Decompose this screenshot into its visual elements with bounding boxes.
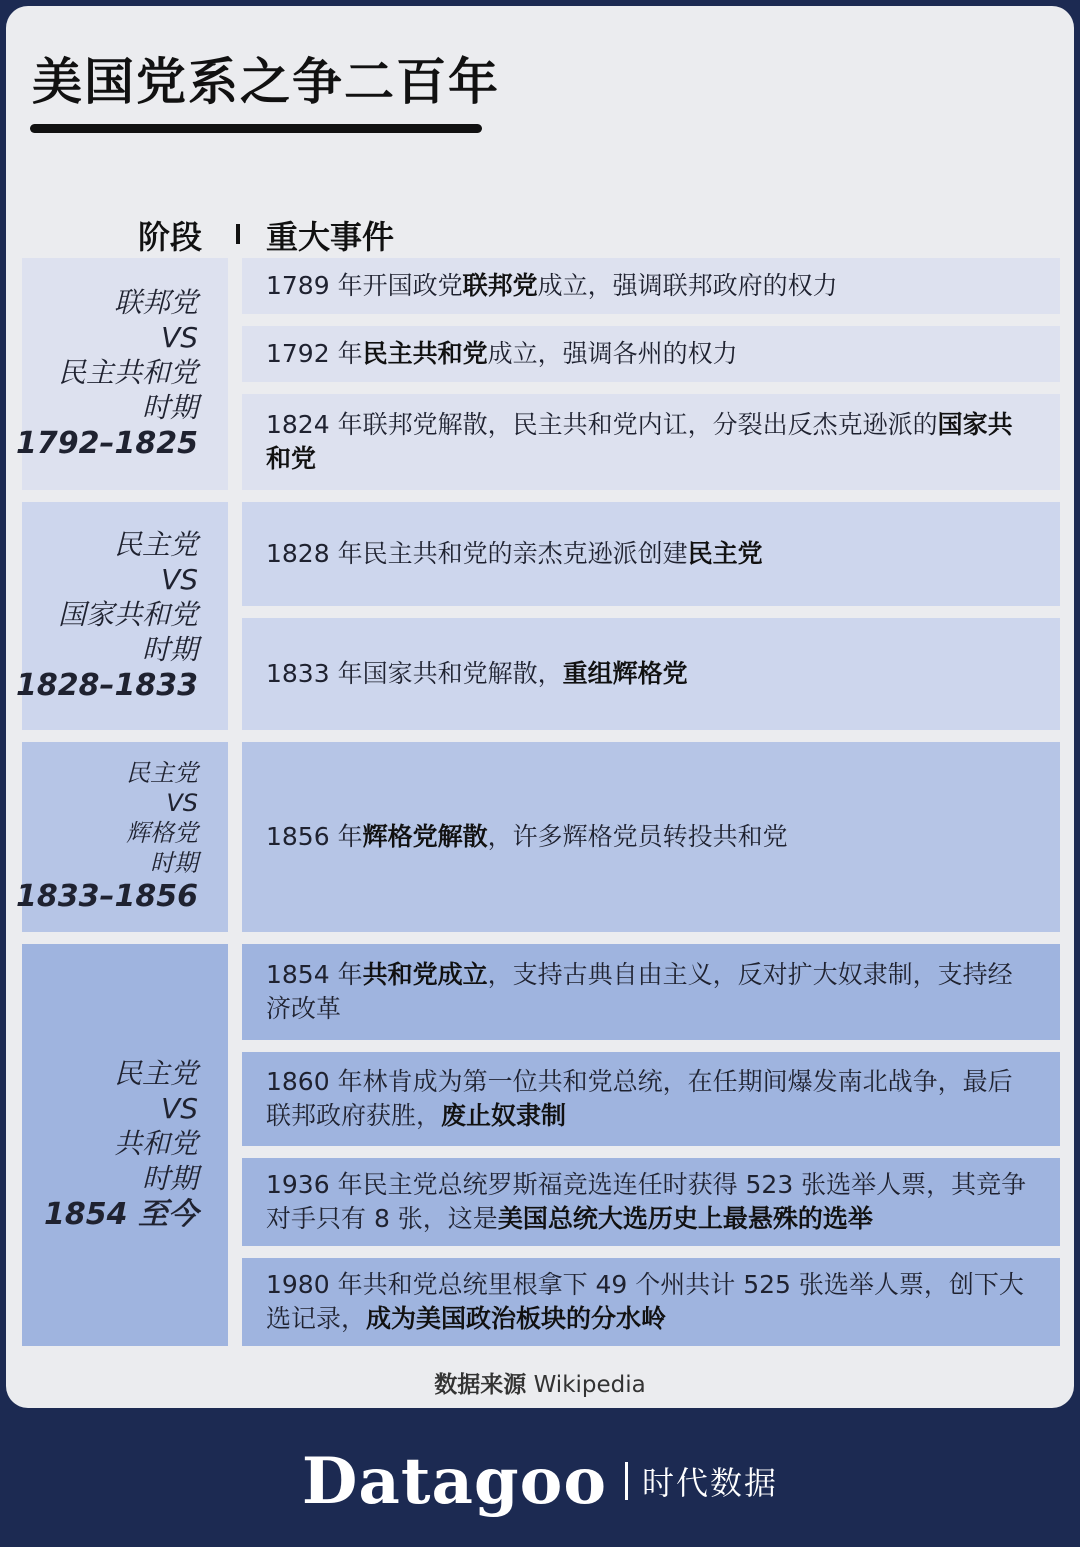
period-cell [16, 502, 228, 730]
period-label: 共和党 [113, 1127, 198, 1160]
event-text [266, 537, 763, 571]
event-text-segment: 1828 年民主共和党的亲杰克逊派创建 [266, 539, 688, 568]
event-row [242, 258, 1060, 314]
event-text-segment: 1856 年 [266, 822, 363, 851]
event-text-segment: 成立，强调各州的权力 [487, 339, 738, 368]
period-label: 国家共和党 [57, 598, 198, 631]
event-row [242, 394, 1060, 490]
event-text-segment: 1980 年共和党总统里根拿下 49 个州共计 525 张选举人票，创下大选记录， [266, 1270, 1024, 1333]
event-row [242, 742, 1060, 932]
period-label: 民主党 [113, 1057, 198, 1090]
event-text-emphasis: 共和党成立 [362, 960, 488, 989]
period-cell [22, 944, 228, 1346]
data-source [6, 1366, 1074, 1399]
event-text-segment: 1936 年民主党总统罗斯福竞选连任时获得 523 张选举人票，其竞争对手只有 8 张，这是 [266, 1170, 1027, 1233]
event-row [242, 1158, 1060, 1246]
period-label: 民主党 [113, 528, 198, 561]
period-label: VS [161, 321, 198, 354]
event-text-segment: ，支持古典自由主义，反对扩大奴隶制，支持经济改革 [266, 960, 1013, 1023]
event-row [242, 618, 1060, 730]
event-text [266, 657, 688, 691]
event-text-emphasis: 成为美国政治板块的分水岭 [366, 1304, 667, 1333]
event-row [242, 502, 1060, 606]
column-header-events: 重大事件 [266, 218, 395, 256]
event-text [266, 1268, 1036, 1336]
logo-divider [625, 1462, 628, 1500]
period-years: 1854 至今 [44, 1197, 198, 1232]
event-text-emphasis: 民主共和党 [362, 339, 488, 368]
event-row [242, 1052, 1060, 1146]
event-text-segment: 1789 年开国政党 [266, 271, 463, 300]
footer-brand-bar [0, 1415, 1080, 1547]
period-years: 1833–1856 [16, 879, 198, 914]
event-row [242, 944, 1060, 1040]
event-text-emphasis: 美国总统大选历史上最悬殊的选举 [497, 1204, 873, 1233]
period-cell [16, 258, 228, 490]
period-label: VS [161, 563, 198, 596]
event-text [266, 269, 838, 303]
period-label: 辉格党 [126, 819, 198, 847]
event-text-emphasis: 重组辉格党 [562, 659, 688, 688]
event-text [266, 1168, 1036, 1236]
event-row [242, 1258, 1060, 1346]
period-label: VS [161, 1092, 198, 1125]
period-label: 联邦党 [113, 286, 198, 319]
period-cell [16, 742, 228, 932]
period-label: 民主共和党 [57, 356, 198, 389]
brand-logo-chinese: 时代数据 [642, 1464, 779, 1502]
event-text [266, 408, 1036, 476]
event-row [242, 326, 1060, 382]
infographic-card [6, 6, 1074, 1408]
event-text-segment: 1792 年 [266, 339, 363, 368]
page-title: 美国党系之争二百年 [32, 53, 500, 111]
event-text [266, 958, 1036, 1026]
event-text-segment: 1854 年 [266, 960, 363, 989]
event-text-emphasis: 废止奴隶制 [441, 1101, 567, 1130]
event-text [266, 1065, 1036, 1133]
event-text-emphasis: 联邦党 [462, 271, 538, 300]
source-label: 数据来源 [434, 1372, 527, 1398]
period-years: 1792–1825 [16, 426, 198, 461]
event-text [266, 820, 788, 854]
period-label: 时期 [141, 633, 198, 666]
event-text-emphasis: 国家共和党 [266, 410, 1013, 473]
event-text-segment: 1860 年林肯成为第一位共和党总统，在任期间爆发南北战争，最后联邦政府获胜， [266, 1067, 1013, 1130]
period-label: 民主党 [126, 759, 198, 787]
period-label: 时期 [150, 849, 198, 877]
event-text-segment: 1833 年国家共和党解散， [266, 659, 563, 688]
period-years: 1828–1833 [16, 668, 198, 703]
period-label: 时期 [141, 391, 198, 424]
period-label: 时期 [141, 1162, 198, 1195]
period-label: VS [166, 789, 198, 817]
source-value: Wikipedia [533, 1372, 646, 1398]
event-text-segment: ，许多辉格党员转投共和党 [487, 822, 788, 851]
event-text-segment: 成立，强调联邦政府的权力 [537, 271, 838, 300]
event-text-emphasis: 辉格党解散 [362, 822, 488, 851]
event-text-emphasis: 民主党 [687, 539, 763, 568]
event-text [266, 337, 738, 371]
event-text-segment: 1824 年联邦党解散，民主共和党内讧，分裂出反杰克逊派的 [266, 410, 938, 439]
column-header-period: 阶段 [138, 218, 203, 256]
title-underline [30, 124, 482, 133]
header-divider [236, 224, 240, 244]
brand-logo: Datagoo [301, 1443, 608, 1519]
